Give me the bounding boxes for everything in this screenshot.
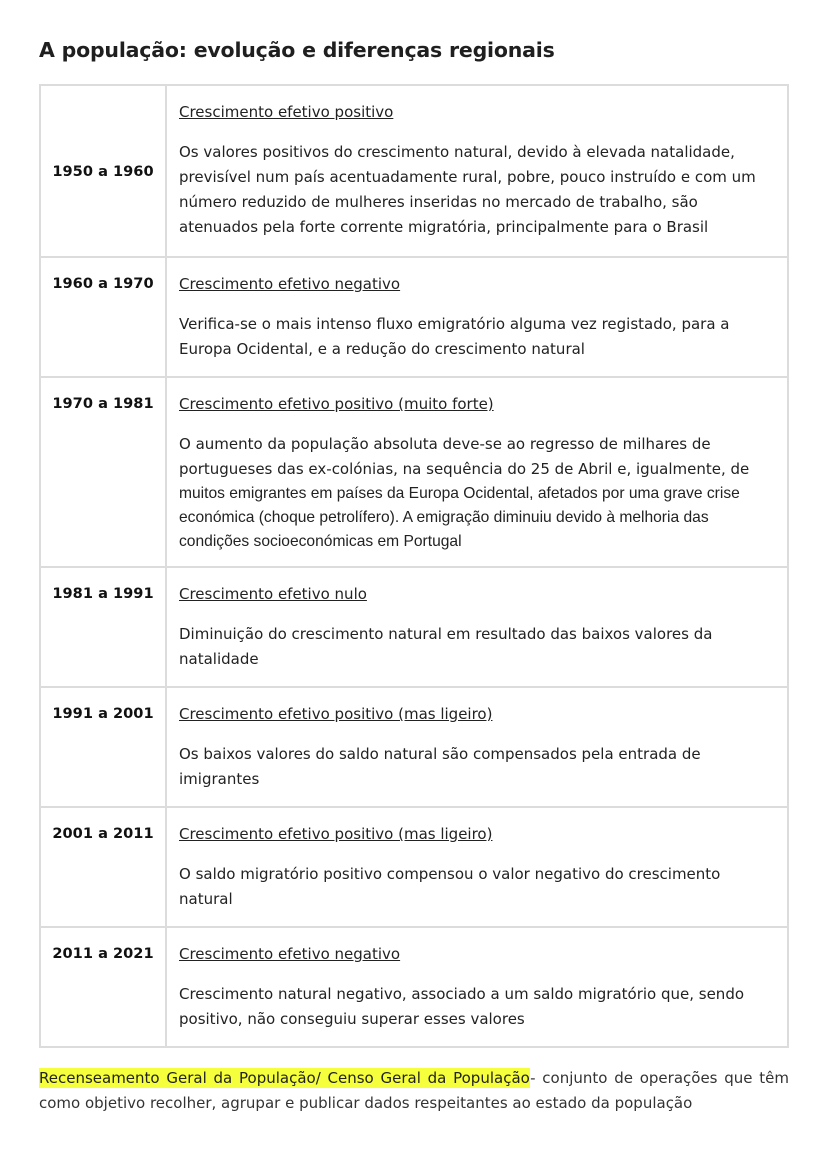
growth-text: Verifica-se o mais intenso fluxo emigratório alguma vez registado, para a Europa Ocidental, e a redução do crescimento natural [179,315,730,358]
growth-heading: Crescimento efetivo negativo [179,945,401,963]
description-cell [166,687,788,807]
period-cell: 2001 a 2011 [40,807,166,927]
growth-heading: Crescimento efetivo nulo [179,585,367,603]
growth-heading: Crescimento efetivo positivo (mas ligeiro) [179,705,493,723]
table-row [40,687,788,807]
description-cell [166,927,788,1047]
growth-text: Os valores positivos do crescimento natural, devido à elevada natalidade, previsível num país acentuadamente rural, pobre, pouco instruído e com um número reduzido de mulheres inseridas no mercado de trabalho, são atenuados pela forte corrente migratória, principalmente para o Brasil [179,143,756,236]
growth-heading: Crescimento efetivo positivo (mas ligeiro) [179,825,493,843]
description-cell [166,567,788,687]
description-cell [166,807,788,927]
page-title: A população: evolução e diferenças regionais [39,38,555,62]
growth-heading: Crescimento efetivo positivo (muito forte) [179,395,494,413]
growth-text: O saldo migratório positivo compensou o valor negativo do crescimento natural [179,865,721,908]
growth-text: Diminuição do crescimento natural em resultado das baixos valores da natalidade [179,625,713,668]
period-cell: 1981 a 1991 [40,567,166,687]
growth-text: O aumento da população absoluta deve-se ao regresso de milhares de portugueses das ex-colónias, na sequência do 25 de Abril e, igualmente, de [179,435,750,478]
period-cell: 1991 a 2001 [40,687,166,807]
growth-heading: Crescimento efetivo positivo [179,103,394,121]
table-row [40,567,788,687]
period-cell: 1950 a 1960 [40,85,166,257]
table-row [40,257,788,377]
growth-text: Crescimento natural negativo, associado a um saldo migratório que, sendo positivo, não conseguiu superar esses valores [179,985,745,1028]
table-row [40,927,788,1047]
definition-text: - conjunto de operações que têm como objetivo recolher, agrupar e publicar dados respeitantes ao estado da população [39,1069,790,1112]
period-cell: 1960 a 1970 [40,257,166,377]
census-definition [39,1066,789,1116]
description-cell [166,377,788,567]
highlighted-term: Recenseamento Geral da População/ Censo Geral da População [39,1069,531,1087]
period-cell: 1970 a 1981 [40,377,166,567]
growth-text-continued: muitos emigrantes em países da Europa Ocidental, afetados por uma grave crise económica (choque petrolífero). A emigração diminuiu devido à melhoria das condições socioeconómicas em Portugal [179,485,740,550]
growth-heading: Crescimento efetivo negativo [179,275,401,293]
population-timeline-table [39,84,789,1048]
description-cell [166,257,788,377]
period-cell: 2011 a 2021 [40,927,166,1047]
description-cell [166,85,788,257]
table-row [40,85,788,257]
table-row [40,807,788,927]
table-row [40,377,788,567]
growth-text: Os baixos valores do saldo natural são compensados pela entrada de imigrantes [179,745,701,788]
